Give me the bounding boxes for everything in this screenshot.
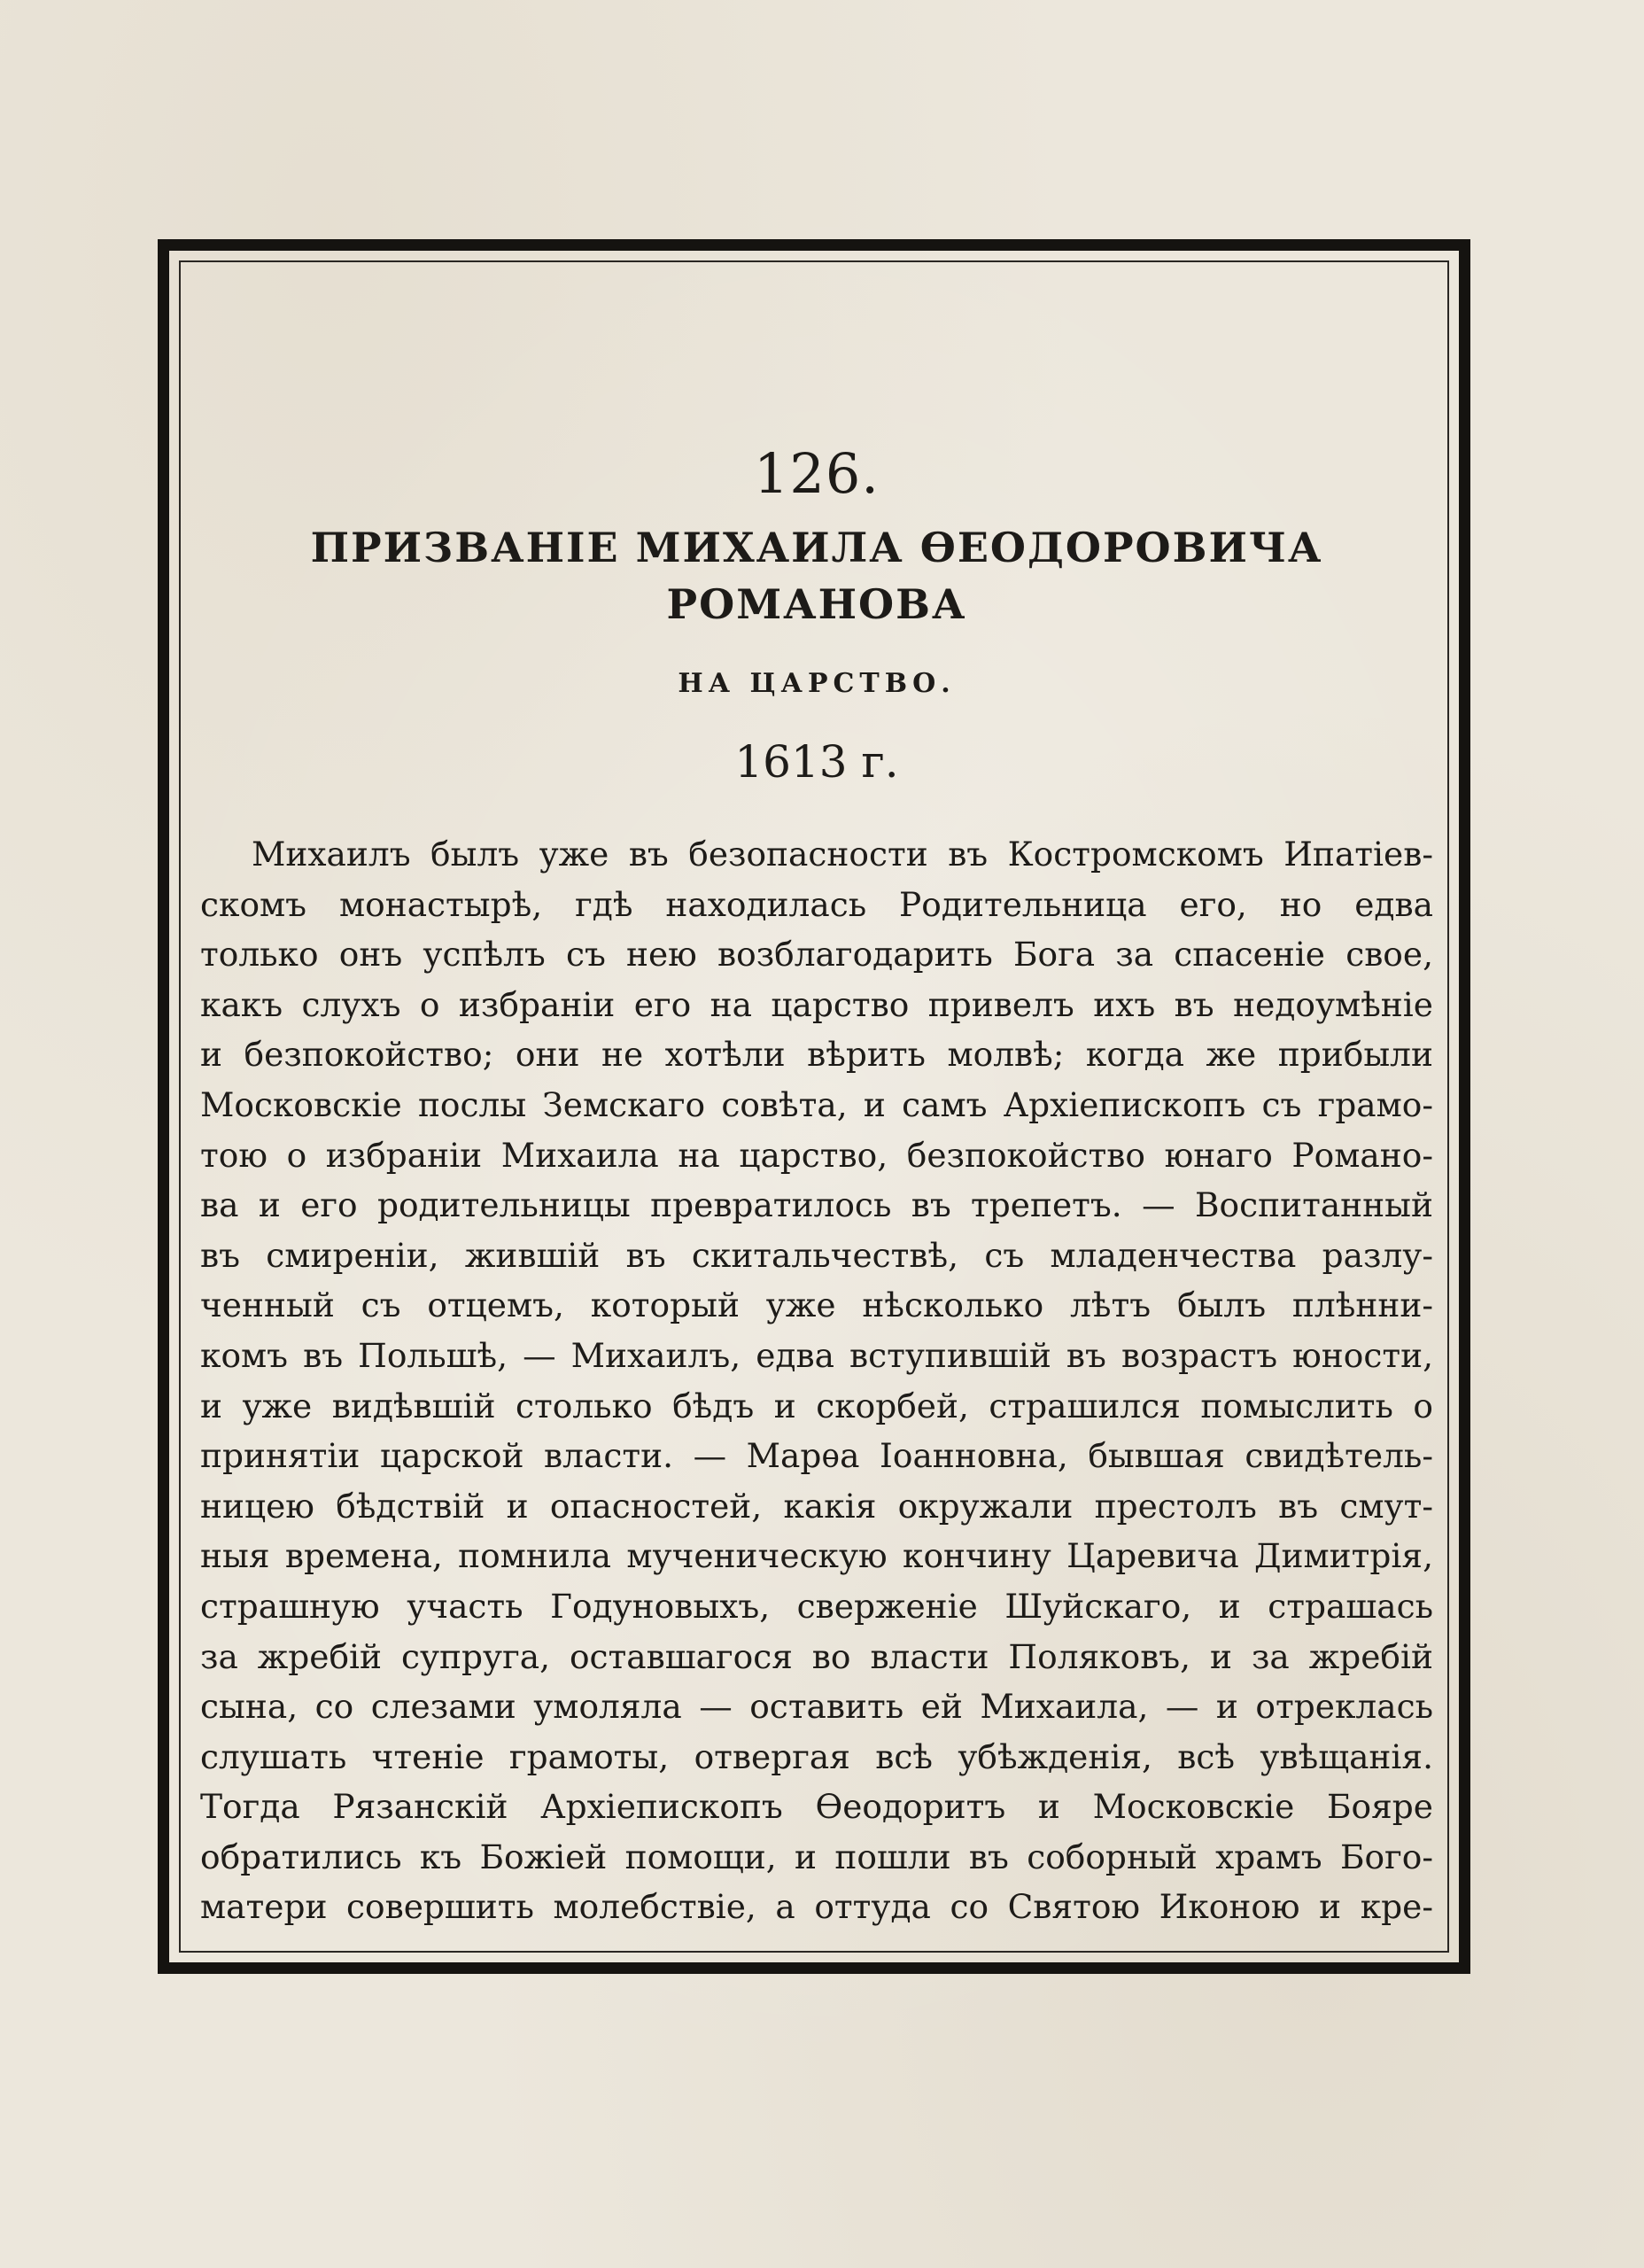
text-line: ва и его родительницы превратилось въ трепетъ. — Воспитанный — [200, 1185, 1433, 1225]
text-line: тою о избраніи Михаила на царство, безпокойство юнаго Романо- — [200, 1135, 1433, 1175]
text-line: комъ въ Польшѣ, — Михаилъ, едва вступившій въ возрастъ юности, — [200, 1335, 1433, 1375]
text-line: въ смиреніи, жившій въ скитальчествѣ, съ младенчества разлу- — [200, 1235, 1433, 1275]
text-line: за жребій супруга, оставшагося во власти Поляковъ, и за жребій — [200, 1636, 1433, 1676]
text-line: какъ слухъ о избраніи его на царство привелъ ихъ въ недоумѣніе — [200, 984, 1433, 1024]
text-line: ченный съ отцемъ, который уже нѣсколько лѣтъ былъ плѣнни- — [200, 1285, 1433, 1325]
text-line: страшную участь Годуновыхъ, сверженіе Шуйскаго, и страшась — [200, 1586, 1433, 1626]
text-line: скомъ монастырѣ, гдѣ находилась Родительница его, но едва — [200, 884, 1433, 924]
section-number: 126. — [753, 441, 880, 506]
text-line: Московскіе послы Земскаго совѣта, и самъ Архіепископъ съ грамо- — [200, 1084, 1433, 1124]
text-line: ницею бѣдствій и опасностей, какія окружали престолъ въ смут- — [200, 1486, 1433, 1526]
text-line: принятіи царской власти. — Марѳа Іоанновна, бывшая свидѣтель- — [200, 1436, 1433, 1476]
section-title: ПРИЗВАНІЕ МИХАИЛА ѲЕОДОРОВИЧА РОМАНОВА — [310, 524, 1323, 628]
text-line: ныя времена, помнила мученическую кончину Царевича Димитрія, — [200, 1536, 1433, 1576]
page-content — [200, 443, 1433, 1932]
section-year: 1613 г. — [734, 736, 899, 788]
section-subtitle: НА ЦАРСТВО. — [678, 668, 956, 699]
text-line: Михаилъ былъ уже въ безопасности въ Костромскомъ Ипатіев- — [252, 835, 1433, 874]
text-line: сына, со слезами умоляла — оставить ей Михаила, — и отреклась — [200, 1687, 1433, 1727]
text-line: Тогда Рязанскій Архіепископъ Ѳеодоритъ и Московскіе Бояре — [200, 1787, 1433, 1827]
text-line: и уже видѣвшій столько бѣдъ и скорбей, страшился помыслить о — [200, 1386, 1433, 1425]
text-line: обратились къ Божіей помощи, и пошли въ соборный храмъ Бого- — [200, 1837, 1433, 1876]
text-line: и безпокойство; они не хотѣли вѣрить молвѣ; когда же прибыли — [200, 1035, 1433, 1075]
text-line: слушать чтеніе грамоты, отвергая всѣ убѣжденія, всѣ увѣщанія. — [200, 1736, 1433, 1776]
text-line: только онъ успѣлъ съ нею возблагодарить Бога за спасеніе свое, — [200, 935, 1433, 975]
body-text — [200, 829, 1433, 1932]
text-line: матери совершить молебствіе, а оттуда со Святою Иконою и кре- — [200, 1887, 1433, 1927]
